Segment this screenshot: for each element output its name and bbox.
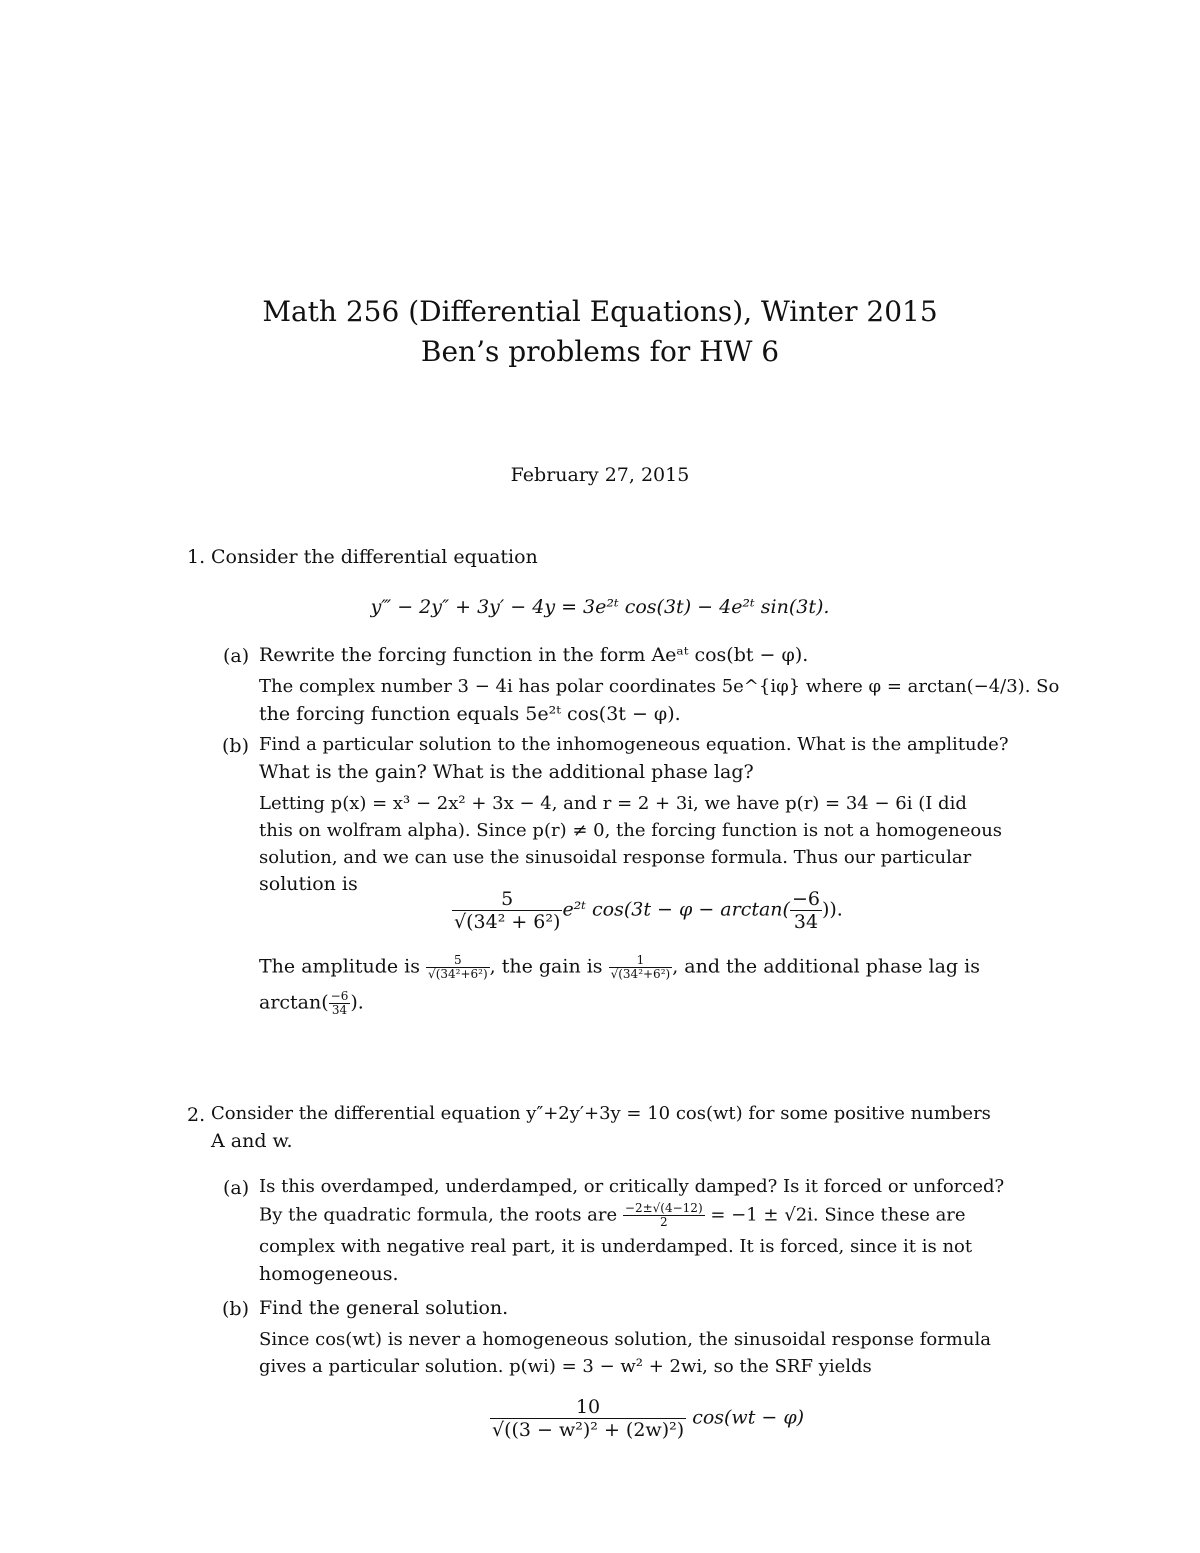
problem-2a-answer-line2: complex with negative real part, it is underdamped. It is forced, since it is not [259,1236,973,1257]
problem-2a-answer-line1 [259,1202,966,1229]
problem-1-intro: Consider the differential equation [211,546,538,568]
srf-denominator: √((3 − w²)² + (2w)²) [492,1419,685,1441]
problem-1-number: 1. [187,546,206,568]
phase-lag-text: , and the additional phase lag is [672,955,980,978]
problem-2b-question: Find the general solution. [259,1297,509,1319]
solution-fraction-denominator: √(34² + 6²) [454,911,561,933]
problem-1a-answer-line1: The complex number 3 − 4i has polar coordinates 5e^{iφ} where φ = arctan(−4/3). So [259,676,1060,697]
amplitude-numerator: 5 [454,953,462,967]
problem-1-equation: y‴ − 2y″ + 3y′ − 4y = 3e²ᵗ cos(3t) − 4e²ᵗ sin(3t). [370,596,830,618]
solution-expression: e²ᵗ cos(3t − φ − arctan( [562,898,790,921]
problem-1b-answer-line4: solution is [259,873,358,895]
phase-lag-start: arctan( [259,991,329,1014]
gain-text: , the gain is [489,955,603,978]
amplitude-denominator: √(34²+6²) [428,967,488,981]
problem-1b-solution-equation [452,888,843,933]
document-title: Math 256 (Differential Equations), Winter 2015 [262,295,938,328]
roots-numerator: −2±√(4−12) [624,1201,703,1215]
problem-2a-question: Is this overdamped, underdamped, or critically damped? Is it forced or unforced? [259,1176,1005,1197]
roots-result: = −1 ± √2i. Since these are [710,1204,966,1226]
phase-lag-denominator: 34 [329,1003,351,1017]
problem-1a-question: Rewrite the forcing function in the form Aeᵃᵗ cos(bt − φ). [259,644,809,666]
phase-lag-end: ). [350,991,364,1014]
problem-2-intro-line1: Consider the differential equation y″+2y′+3y = 10 cos(wt) for some positive numbers [211,1103,991,1124]
phase-fraction-denominator: 34 [790,910,822,933]
problem-2a-label: (a) [223,1177,250,1199]
solution-expression-end: )). [821,898,843,921]
problem-1a-label: (a) [223,645,250,667]
problem-1b-amplitude-line [259,954,980,981]
title-block [0,292,1200,372]
problem-1b-phase-lag-line [259,990,364,1017]
problem-2-number: 2. [187,1104,206,1126]
problem-1b-answer-line1: Letting p(x) = x³ − 2x² + 3x − 4, and r = 2 + 3i, we have p(r) = 34 − 6i (I did [259,793,967,814]
srf-numerator: 10 [575,1396,601,1418]
problem-1b-question-line1: Find a particular solution to the inhomogeneous equation. What is the amplitude? [259,734,1009,755]
problem-1b-label: (b) [222,735,249,757]
problem-2b-label: (b) [222,1298,249,1320]
amplitude-text: The amplitude is [259,955,420,978]
problem-2b-answer-line1: Since cos(wt) is never a homogeneous solution, the sinusoidal response formula [259,1329,991,1350]
problem-2-intro-line2: A and w. [211,1130,293,1152]
roots-text: By the quadratic formula, the roots are [259,1204,618,1226]
problem-1b-answer-line3: solution, and we can use the sinusoidal response formula. Thus our particular [259,847,972,868]
problem-2b-srf-equation [490,1396,804,1441]
gain-fraction [609,954,673,981]
roots-denominator: 2 [623,1215,705,1229]
phase-fraction [790,888,822,933]
document-date: February 27, 2015 [510,464,690,486]
phase-fraction-numerator: −6 [791,888,820,910]
gain-denominator: √(34²+6²) [610,967,671,981]
roots-fraction [623,1202,705,1229]
phase-lag-fraction [329,990,351,1017]
problem-2b-answer-line2: gives a particular solution. p(wi) = 3 − w² + 2wi, so the SRF yields [259,1356,872,1377]
document-subtitle: Ben’s problems for HW 6 [420,335,780,368]
problem-1b-question-line2: What is the gain? What is the additional phase lag? [259,761,754,783]
problem-2a-answer-line3: homogeneous. [259,1263,399,1285]
problem-1a-answer-line2: the forcing function equals 5e²ᵗ cos(3t − φ). [259,703,681,725]
solution-fraction-numerator: 5 [501,888,514,910]
srf-expression: cos(wt − φ) [692,1406,805,1429]
problem-1b-answer-line2: this on wolfram alpha). Since p(r) ≠ 0, the forcing function is not a homogeneous [259,820,1003,841]
gain-numerator: 1 [636,953,645,967]
srf-fraction [490,1396,686,1441]
amplitude-fraction [426,954,490,981]
phase-lag-numerator: −6 [330,989,349,1003]
solution-fraction [452,888,562,933]
